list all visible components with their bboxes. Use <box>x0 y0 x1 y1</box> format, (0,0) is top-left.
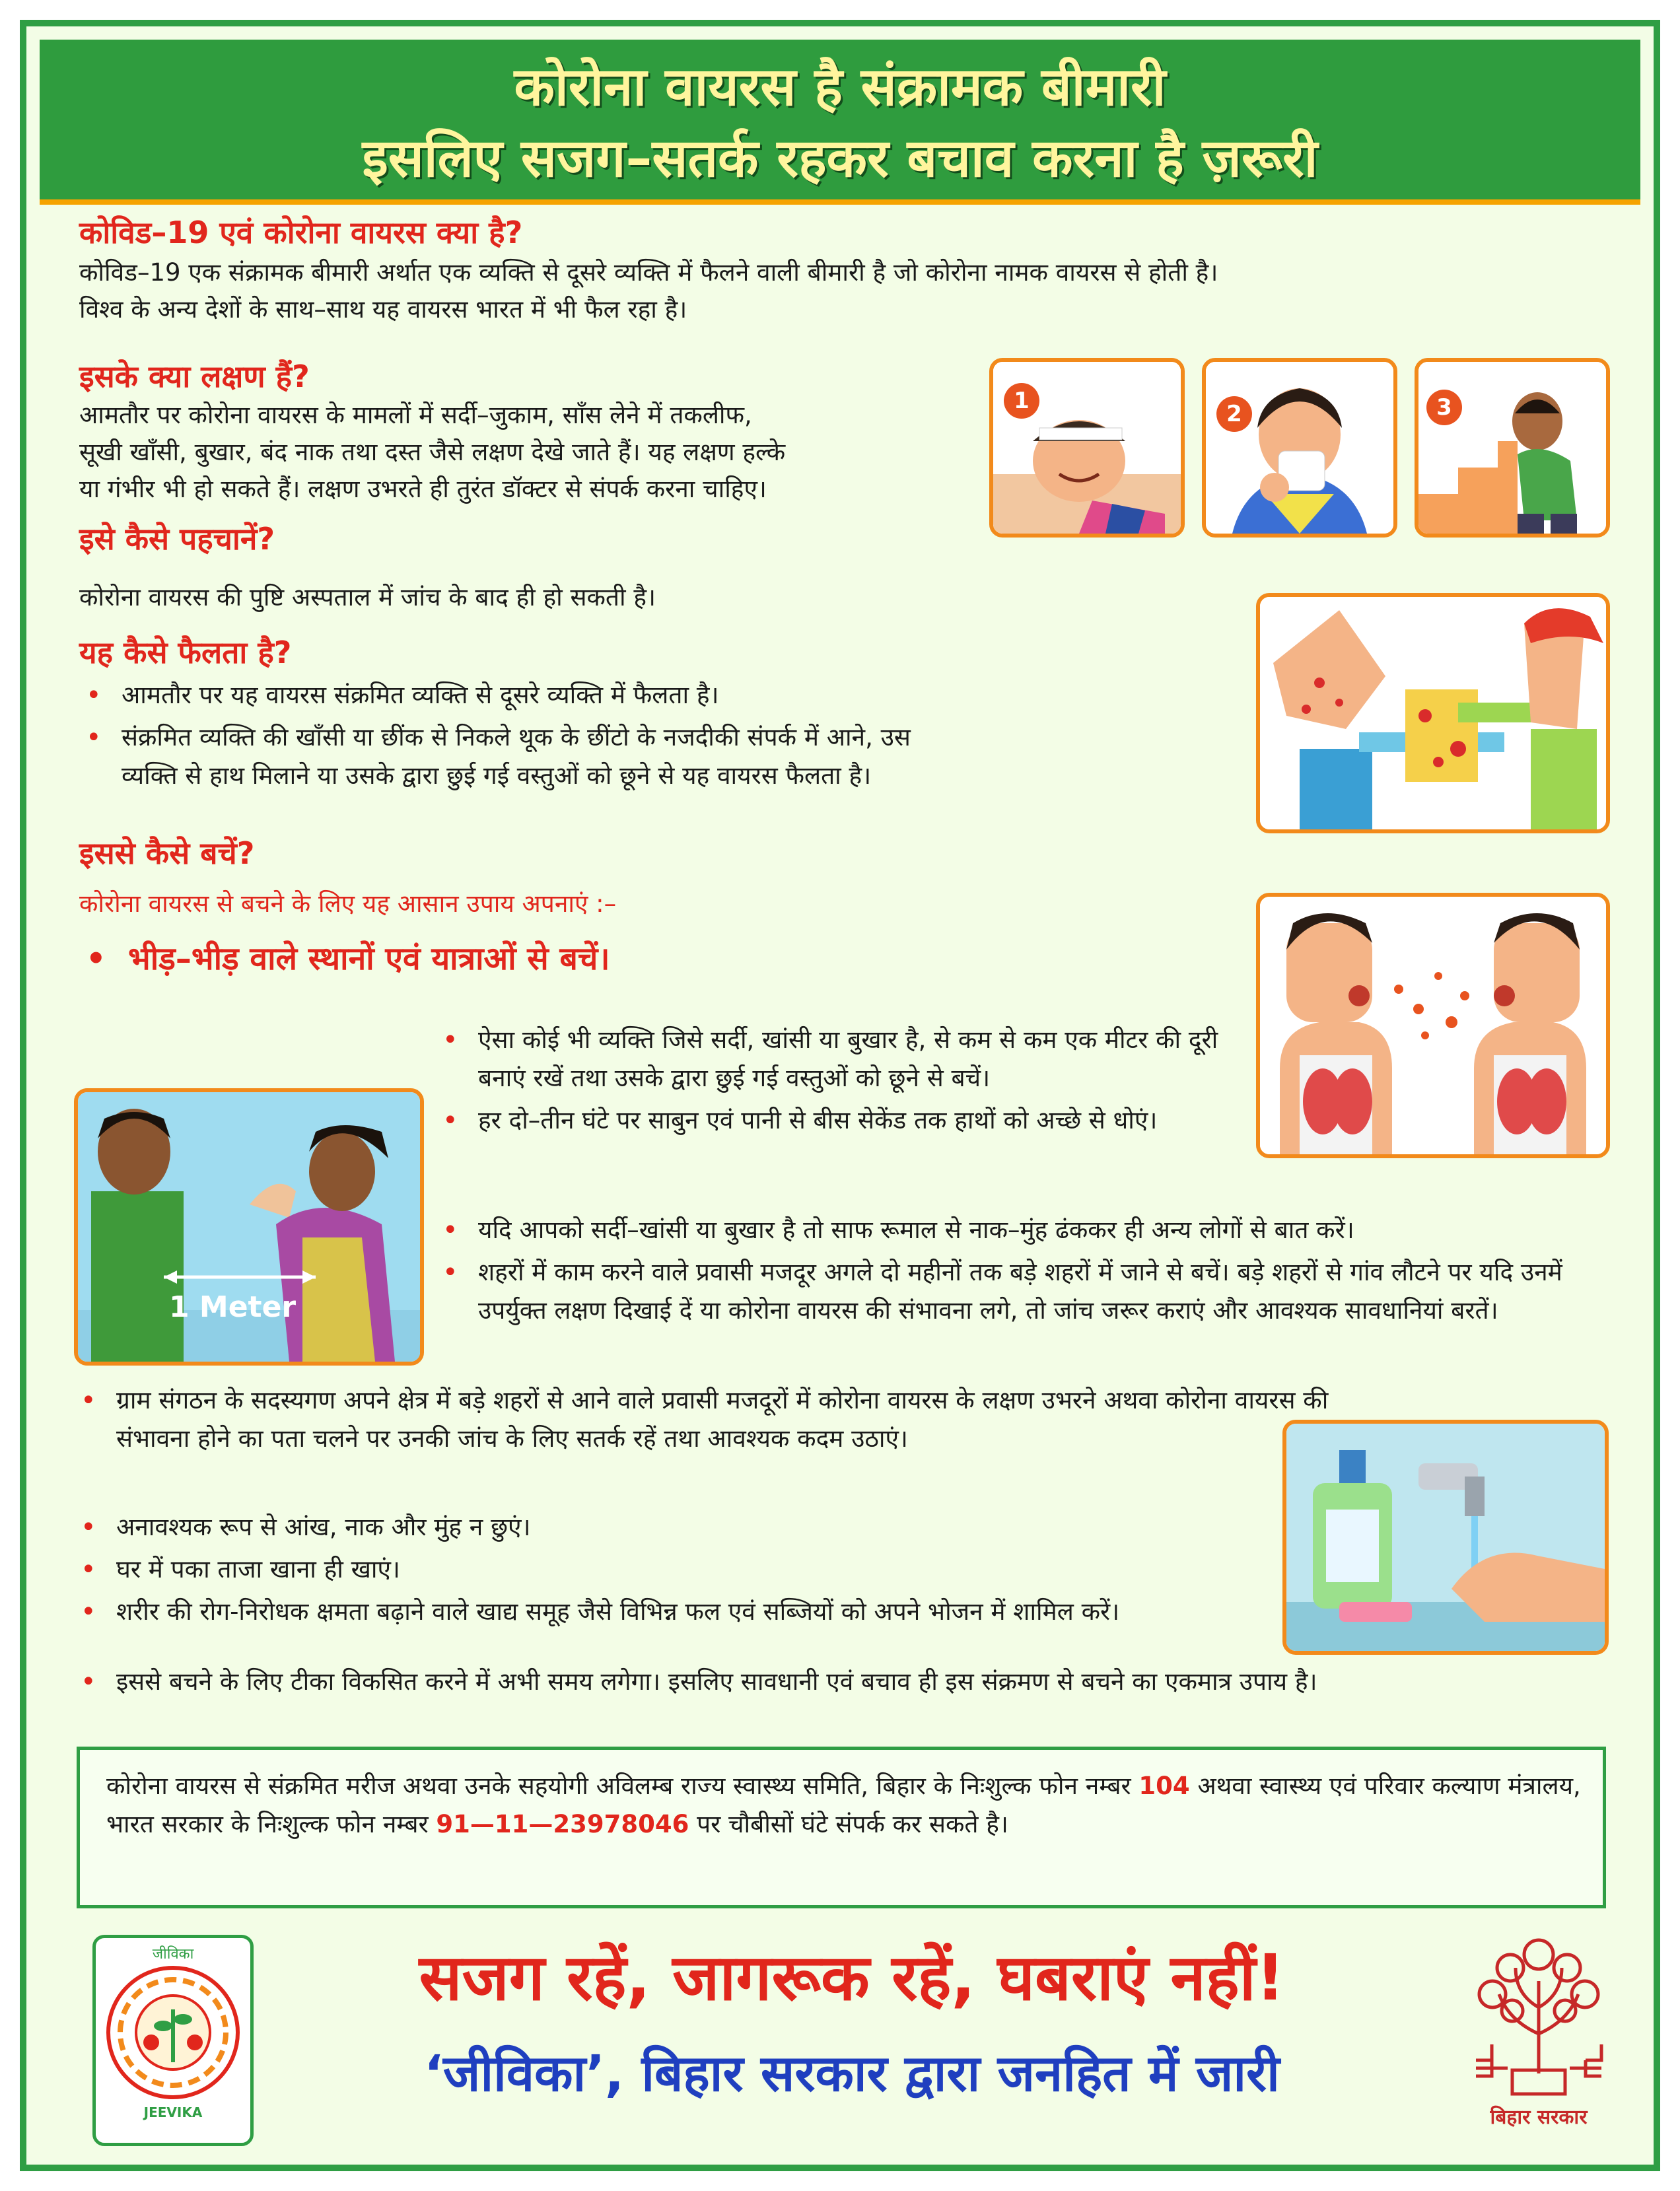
prevent-bullet: • हर दो–तीन घंटे पर साबुन एवं पानी से बीस सेकेंड तक हाथों को अच्छे से धोएं। <box>436 1101 1255 1140</box>
symptom-cough-illustration <box>1202 358 1397 538</box>
prevent-bullets-right <box>436 1021 1255 1144</box>
jeevika-emblem-icon <box>104 1963 242 2102</box>
prevent-intro: कोरोना वायरस से बचने के लिए यह आसान उपाय अपनाएं :– <box>79 889 617 918</box>
title-line-1: कोरोना वायरस है संक्रामक बीमारी <box>514 56 1166 118</box>
issued-by: ‘जीविका’, बिहार सरकार द्वारा जनहित में जारी <box>424 2044 1280 2103</box>
prevent-bullet: • शरीर की रोग-निरोधक क्षमता बढ़ाने वाले खाद्य समूह जैसे विभिन्न फल एवं सब्जियों को अपने भोजन में शामिल करें। <box>74 1593 1249 1631</box>
heading-symptoms: इसके क्या लक्षण हैं? <box>79 359 310 394</box>
helpline-text-2: अथवा स्वास्थ्य एवं परिवार कल्याण मंत्रालय, भारत सरकार के निःशुल्क फोन नम्बर <box>106 1772 1581 1838</box>
what-is-text-1: कोविड–19 एक संक्रामक बीमारी अर्थात एक व्यक्ति से दूसरे व्यक्ति में फैलने वाली बीमारी है जो कोरोना नामक वायरस से होती है। <box>79 258 1218 287</box>
jeevika-hindi-label: जीविका <box>152 1946 194 1963</box>
prevent-bullets-bottom-wide <box>74 1663 1613 1705</box>
prevent-bullet: • घर में पका ताजा खाना ही खाएं। <box>74 1550 1249 1589</box>
prevent-bullets-bottom-narrow <box>74 1508 1249 1635</box>
symptoms-line-1: आमतौर पर कोरोना वायरस के मामलों में सर्दी–जुकाम, साँस लेने में तकलीफ, <box>79 401 752 429</box>
badge-3: 3 <box>1426 390 1462 425</box>
prevent-bullet: • अनावश्यक रूप से आंख, नाक और मुंह न छुएं। <box>74 1508 1249 1547</box>
prevent-bullet: • इससे बचने के लिए टीका विकसित करने में अभी समय लगेगा। इसलिए सावधानी एवं बचाव ही इस संक्रमण से बचने का एकमात्र उपाय है। <box>74 1663 1613 1701</box>
helpline-box <box>77 1747 1606 1908</box>
spread-bullet-list <box>79 676 958 799</box>
prevent-bullet: • शहरों में काम करने वाले प्रवासी मजदूर अगले दो महीनों तक बड़े शहरों में जाने से बचें। बड़े शहरों से गांव लौटने पर यदि उनमें उपर्युक्त लक्षण दिखाई दें या कोरोना वायरस की संभावना लगे, तो जांच जरूर कराएं और आवश्यक सावधानियां बरतें। <box>436 1253 1598 1330</box>
spread-bullet: • संक्रमित व्यक्ति की खाँसी या छींक से निकले थूक के छींटो के नजदीकी संपर्क में आने, उस व्यक्ति से हाथ मिलाने या उसके द्वारा छुई गई वस्तुओं को छूने से यह वायरस फैलता है। <box>79 718 958 795</box>
what-is-text-2: विश्व के अन्य देशों के साथ–साथ यह वायरस भारत में भी फैल रहा है। <box>79 295 687 324</box>
prevent-bullet: • ऐसा कोई भी व्यक्ति जिसे सर्दी, खांसी या बुखार है, से कम से कम एक मीटर की दूरी बनाएं रखें तथा उसके द्वारा छुई गई वस्तुओं को छूने से बचें। <box>436 1021 1255 1097</box>
helpline-text-1: कोरोना वायरस से संक्रमित मरीज अथवा उनके सहयोगी अविलम्ब राज्य स्वास्थ्य समिति, बिहार के निःशुल्क फोन नम्बर <box>106 1772 1139 1800</box>
distance-illustration <box>74 1088 424 1366</box>
badge-1: 1 <box>1004 383 1039 419</box>
spread-illustration <box>1256 593 1610 833</box>
symptoms-line-2: सूखी खाँसी, बुखार, बंद नाक तथा दस्त जैसे लक्षण देखे जाते हैं। यह लक्षण हल्के <box>79 438 786 466</box>
meter-label: 1 Meter <box>169 1290 297 1324</box>
heading-identify: इसे कैसे पहचानें? <box>79 521 275 557</box>
jeevika-logo <box>92 1935 254 2146</box>
spread-bullet: • आमतौर पर यह वायरस संक्रमित व्यक्ति से दूसरे व्यक्ति में फैलता है। <box>79 676 958 714</box>
bodhi-tree-emblem-icon <box>1463 1922 1615 2100</box>
helpline-text-3: पर चौबीसों घंटे संपर्क कर सकते है। <box>689 1810 1008 1838</box>
jeevika-english-label: JEEVIKA <box>143 2104 203 2120</box>
heading-prevent: इससे कैसे बचें? <box>79 835 255 871</box>
prevent-bullet: • यदि आपको सर्दी–खांसी या बुखार है तो साफ रूमाल से नाक–मुंह ढंककर ही अन्य लोगों से बात करें। <box>436 1211 1598 1249</box>
helpline-phone-104: 104 <box>1138 1772 1190 1800</box>
droplet-illustration <box>1256 893 1610 1158</box>
identify-text: कोरोना वायरस की पुष्टि अस्पताल में जांच के बाद ही हो सकती है। <box>79 583 656 611</box>
helpline-phone-ministry: 91—11—23978046 <box>436 1810 689 1838</box>
prevent-bullets-right-wide <box>436 1211 1598 1334</box>
title-banner <box>40 40 1640 205</box>
heading-what-is: कोविड–19 एवं कोरोना वायरस क्या है? <box>79 215 523 250</box>
prevent-bullet: • ग्राम संगठन के सदस्यगण अपने क्षेत्र में बड़े शहरों से आने वाले प्रवासी मजदूरों में कोरोना वायरस के लक्षण उभरने अथवा कोरोना वायरस की संभावना होने का पता चलने पर उनकी जांच के लिए सतर्क रहें तथा आवश्यक कदम उठाएं। <box>74 1381 1342 1458</box>
crowd-avoid-bullet: • भीड़–भीड़ वाले स्थानों एवं यात्राओं से बचें। <box>86 940 610 977</box>
slogan: सजग रहें, जागरूक रहें, घबराएं नहीं! <box>419 1941 1285 2015</box>
symptoms-line-3: या गंभीर भी हो सकते हैं। लक्षण उभरते ही तुरंत डॉक्टर से संपर्क करना चाहिए। <box>79 475 767 503</box>
prevent-bullets-bottom <box>74 1381 1342 1462</box>
title-line-2: इसलिए सजग–सतर्क रहकर बचाव करना है ज़रूरी <box>362 127 1318 189</box>
crowd-avoid-text: भीड़–भीड़ वाले स्थानों एवं यात्राओं से बचें। <box>128 940 610 977</box>
badge-2: 2 <box>1216 396 1252 432</box>
bihar-government-emblem <box>1453 1922 1625 2146</box>
bihar-sarkar-label: बिहार सरकार <box>1490 2106 1588 2129</box>
symptom-breathless-illustration <box>1415 358 1610 538</box>
heading-spread: यह कैसे फैलता है? <box>79 635 292 670</box>
